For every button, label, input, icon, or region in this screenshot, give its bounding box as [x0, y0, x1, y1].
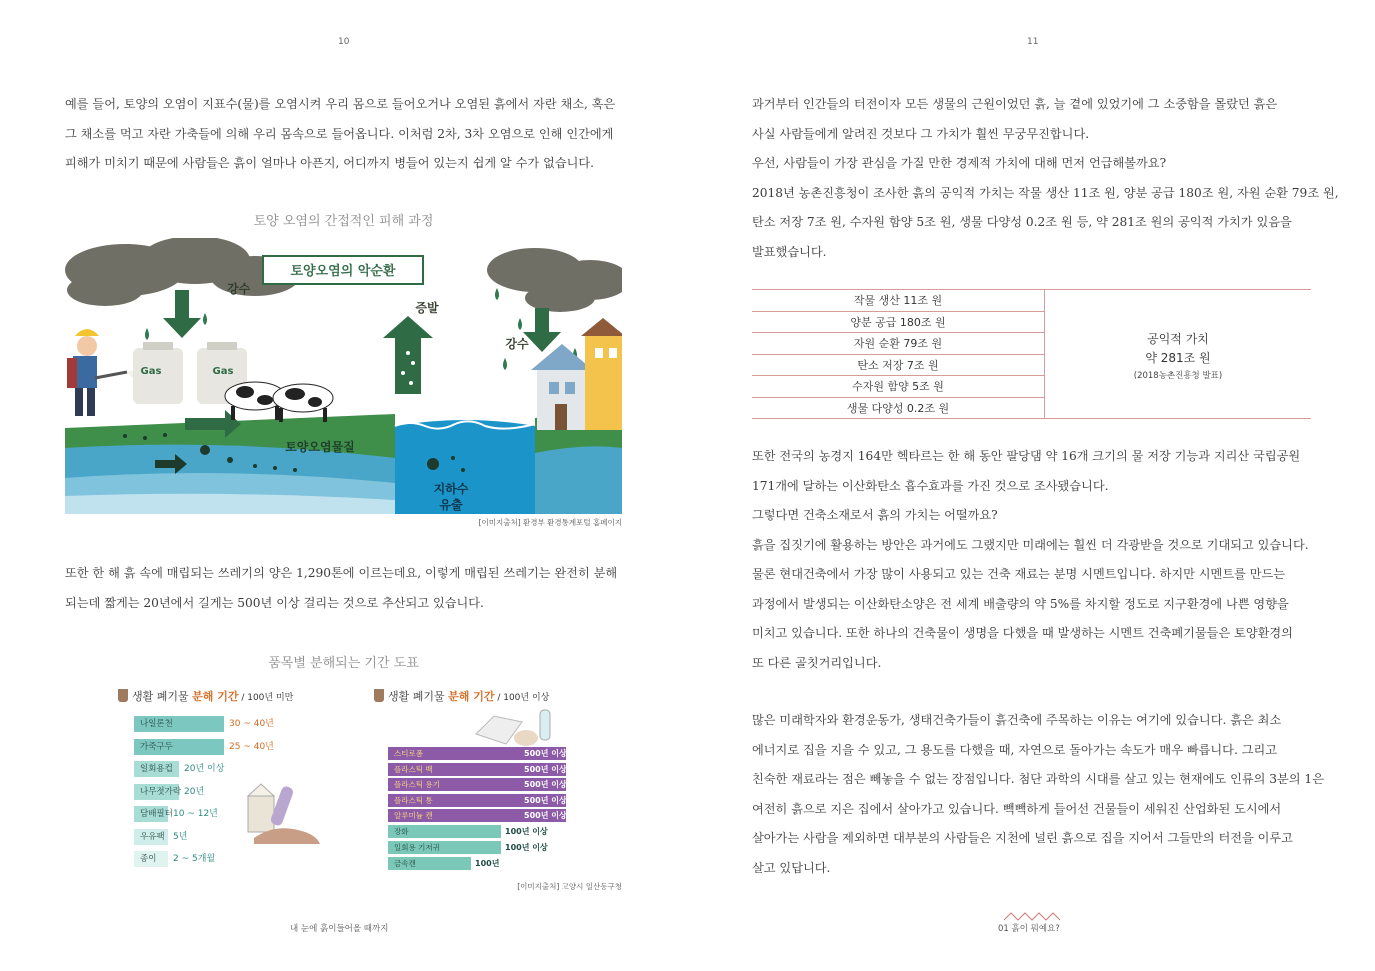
chart-title-highlight: 분해 기간	[192, 690, 239, 703]
chart-value-label: 20년	[184, 786, 205, 797]
chart-value-label: 100년 이상	[505, 843, 548, 852]
figure-caption-pollution: 토양 오염의 간접적인 피해 과정	[253, 214, 434, 229]
text-line: 미치고 있습니다. 또한 하나의 건축물이 생명을 다했을 때 발생하는 시멘트 건축폐기물들은 토양환경의	[752, 626, 1293, 640]
chart-value-label: 10 ~ 12년	[173, 809, 218, 819]
text-line: 예를 들어, 토양의 오염이 지표수(물)를 오염시켜 우리 몸으로 들어오거나 오염된 흙에서 자란 채소, 혹은	[65, 97, 616, 111]
gas-label-2: Gas	[212, 366, 234, 377]
chart-value-label: 500년 이상	[524, 811, 567, 821]
chart-title-over-100	[374, 688, 549, 704]
text-line: 그렇다면 건축소재로서 흙의 가치는 어떨까요?	[752, 508, 998, 522]
text-line: 사실 사람들에게 알려진 것보다 그 가치가 훨씬 무궁무진합니다.	[752, 126, 1090, 141]
cup-icon	[374, 689, 384, 702]
soil-pollution-diagram	[65, 238, 622, 514]
text-line: 그 채소를 먹고 자란 가축들에 의해 우리 몸속으로 들어옵니다. 이처럼 2차, 3차 오염으로 인해 인간에게	[65, 126, 614, 141]
total-label: 공익적 가치	[1147, 332, 1209, 346]
chart-category-label: 스티로폼	[394, 749, 423, 758]
milk-shoe-illustration	[236, 778, 326, 858]
text-line: 많은 미래학자와 환경운동가, 생태건축가들이 흙건축에 주목하는 이유는 여기에 있습니다. 흙은 최소	[752, 713, 1282, 727]
chart-value-label: 500년 이상	[524, 780, 567, 790]
text-line: 2018년 농촌진흥청이 조사한 흙의 공익적 가치는 작물 생산 11조 원, 양분 공급 180조 원, 자원 순환 79조 원,	[752, 185, 1339, 200]
text-line: 에너지로 집을 지을 수 있고, 그 용도를 다했을 때, 자연으로 돌아가는 속도가 매우 빠릅니다. 그리고	[752, 742, 1278, 757]
chart-category-label: 담배필터	[140, 809, 173, 819]
chart-value-label: 25 ~ 40년	[229, 741, 274, 752]
page-number-left: 10	[338, 37, 350, 47]
chart-title-suffix: / 100년 미만	[238, 693, 294, 703]
text-line: 또한 전국의 농경지 164만 헥타르는 한 해 동안 팔당댐 약 16개 크기의 물 저장 기능과 지리산 국립공원	[752, 449, 1301, 463]
chart-title-prefix: 생활 폐기물	[388, 690, 449, 703]
chart-category-label: 플라스틱 용기	[394, 780, 440, 790]
chart-value-label: 30 ~ 40년	[229, 719, 274, 729]
figure-caption-decomposition: 품목별 분해되는 기간 도표	[268, 656, 419, 671]
text-line: 과거부터 인간들의 터전이자 모든 생물의 근원이었던 흙, 늘 곁에 있었기에 그 소중함을 몰랐던 흙은	[752, 97, 1278, 111]
chart-category-label: 우유팩	[140, 831, 165, 842]
chart-value-label: 500년 이상	[524, 764, 567, 774]
decomposition-chart-under-100	[118, 688, 338, 878]
chart-value-label: 100년 이상	[505, 827, 548, 836]
chart-title-prefix: 생활 폐기물	[132, 690, 193, 703]
chart-value-label: 100년	[475, 859, 500, 868]
text-line: 우선, 사람들이 가장 관심을 가질 만한 경제적 가치에 대해 먼저 언급해볼까요?	[752, 156, 1167, 170]
pollutant-label: 토양오염물질	[285, 440, 355, 454]
text-line: 살고 있답니다.	[752, 860, 831, 875]
chart-category-label: 나일론천	[140, 719, 173, 729]
value-row: 수자원 함양 5조 원	[752, 376, 1044, 398]
text-line: 여전히 흙으로 지은 집에서 살아가고 있습니다. 빽빽하게 들어선 건물들이 세워진 산업화된 도시에서	[752, 801, 1282, 816]
text-line: 과정에서 발생되는 이산화탄소양은 전 세계 배출량의 약 5%를 차지할 정도로 지구환경에 나쁜 영향을	[752, 596, 1289, 611]
rain-right-label: 강수	[505, 337, 529, 351]
chart-category-label: 알루미늄 캔	[394, 811, 433, 821]
chart-title-under-100	[118, 688, 293, 704]
chart-category-label: 일회용 기저귀	[394, 843, 440, 852]
banner-label: 토양오염의 악순환	[290, 264, 396, 279]
chart-title-suffix: / 100년 이상	[494, 693, 550, 703]
figure-credit-decomposition: [이미지출처] 고양시 일산동구청	[517, 882, 622, 891]
chart-value-label: 500년 이상	[524, 795, 567, 805]
right-paragraph-1	[752, 90, 1339, 267]
soil-pollution-illustration	[65, 238, 622, 514]
left-paragraph-2	[65, 559, 625, 618]
text-line: 발표했습니다.	[752, 244, 827, 259]
chart-value-label: 20년 이상	[184, 764, 225, 774]
value-items-column	[752, 290, 1045, 418]
decomposition-chart-over-100	[374, 688, 574, 878]
chart-category-label: 일회용컵	[140, 764, 173, 774]
text-line: 171개에 달하는 이산화탄소 흡수효과를 가진 것으로 조사됐습니다.	[752, 478, 1109, 493]
figure-credit-pollution: [이미지출처] 환경부 환경통계포털 홈페이지	[478, 518, 622, 527]
text-line: 물론 현대건축에서 가장 많이 사용되고 있는 건축 재료는 분명 시멘트입니다. 하지만 시멘트를 만드는	[752, 567, 1286, 581]
text-line: 피해가 미치기 때문에 사람들은 흙이 얼마나 아픈지, 어디까지 병들어 있는지 쉽게 알 수가 없습니다.	[65, 156, 595, 170]
value-row: 생물 다양성 0.2조 원	[846, 401, 950, 415]
text-line: 살아가는 사람을 제외하면 대부분의 사람들은 지천에 널린 흙으로 집을 지어서 그들만의 터전을 이루고	[752, 831, 1293, 845]
page-number-right: 11	[1027, 37, 1039, 47]
chart-category-label: 가죽구두	[140, 741, 173, 752]
text-line: 친숙한 재료라는 점은 빼놓을 수 없는 장점입니다. 첨단 과학의 시대를 살고 있는 현재에도 인류의 3분의 1은	[752, 772, 1324, 786]
rain-arrow-left-icon	[163, 290, 201, 338]
chart-value-label: 5년	[173, 831, 188, 842]
groundwater-label-1: 지하수	[433, 482, 469, 496]
chart-category-label: 플라스틱 백	[394, 764, 433, 774]
rain-left-label: 강수	[227, 282, 251, 296]
evaporation-label: 증발	[415, 301, 439, 315]
cow-icon	[225, 382, 333, 422]
right-cloud-icon	[487, 248, 622, 312]
chart-category-label: 나무젓가락	[140, 786, 182, 797]
text-line: 되는데 짧게는 20년에서 길게는 500년 이상 걸리는 것으로 추산되고 있습니다.	[65, 595, 484, 610]
groundwater-label-2: 유출	[439, 498, 463, 512]
total-value: 약 281조 원	[1145, 351, 1211, 365]
chart-category-label: 종이	[140, 854, 157, 864]
value-total-column	[1045, 290, 1311, 418]
chart-title-highlight: 분해 기간	[448, 690, 495, 703]
value-row: 탄소 저장 7조 원	[752, 355, 1044, 377]
chart-category-label: 금속캔	[394, 859, 416, 868]
value-row: 작물 생산 11조 원	[752, 290, 1044, 312]
trash-items-illustration	[470, 704, 560, 748]
left-paragraph-1	[65, 90, 625, 179]
text-line: 흙을 집짓기에 활용하는 방안은 과거에도 그랬지만 미래에는 훨씬 더 각광받을 것으로 기대되고 있습니다.	[752, 537, 1309, 552]
mountain-ornament-icon	[1004, 911, 1060, 921]
chart-category-label: 장화	[394, 827, 409, 836]
gas-label-1: Gas	[140, 366, 162, 377]
footer-chapter-title: 01 흙이 뭐예요?	[998, 924, 1060, 934]
chart-category-label: 플라스틱 통	[394, 795, 433, 805]
value-row: 자원 순환 79조 원	[752, 333, 1044, 355]
rain-arrow-right-icon	[523, 308, 561, 352]
text-line: 또 다른 골칫거리입니다.	[752, 655, 882, 670]
text-line: 탄소 저장 7조 원, 수자원 함양 5조 원, 생물 다양성 0.2조 원 등, 약 281조 원의 공익적 가치가 있음을	[752, 215, 1292, 229]
value-row: 양분 공급 180조 원	[752, 312, 1044, 334]
chart-value-label: 2 ~ 5개월	[173, 854, 216, 864]
cup-icon	[118, 689, 128, 702]
right-paragraph-3	[752, 706, 1324, 883]
chart-value-label: 500년 이상	[524, 749, 567, 758]
right-paragraph-2	[752, 442, 1312, 678]
footer-book-title: 내 눈에 흙이들어올 때까지	[290, 924, 389, 934]
text-line: 또한 한 해 흙 속에 매립되는 쓰레기의 양은 1,290톤에 이르는데요, 이렇게 매립된 쓰레기는 완전히 분해	[65, 566, 618, 580]
total-source: (2018농촌진흥청 발표)	[1133, 371, 1223, 381]
public-value-table	[752, 289, 1311, 419]
